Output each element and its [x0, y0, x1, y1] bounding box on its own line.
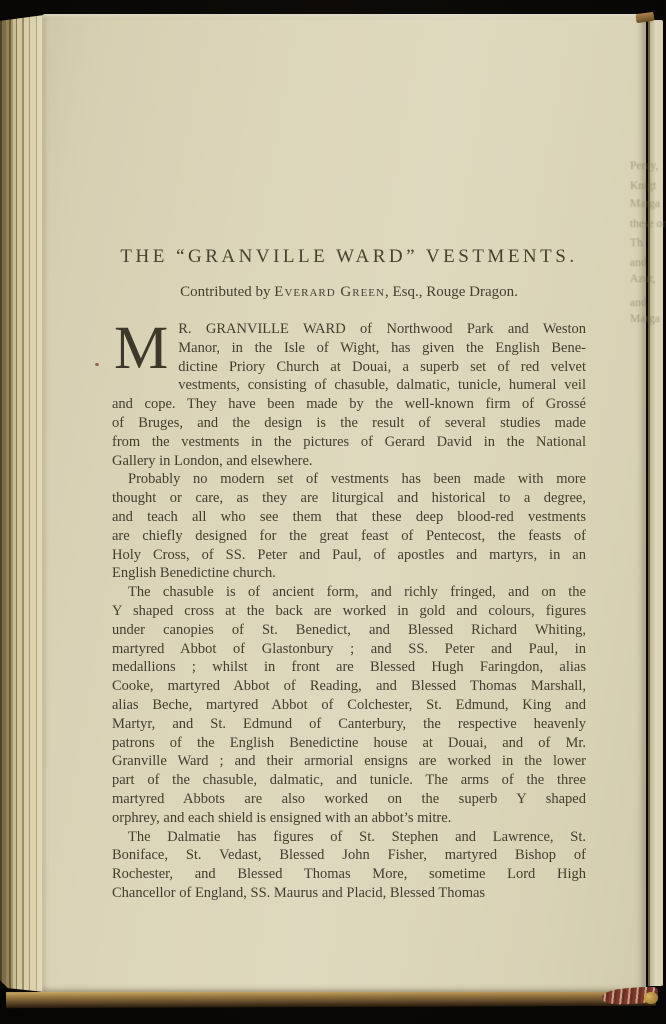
text-line: and cope. They have been made by the well-known firm of Grossé	[112, 396, 586, 413]
text-line: martyred Abbots are also worked on the superb Y shaped	[112, 790, 586, 807]
ghost-text-fragment: Th	[630, 237, 643, 249]
paragraph	[112, 828, 586, 903]
text-line: The Dalmatie has figures of St. Stephen and Lawrence, St.	[128, 828, 586, 845]
next-page-edge	[648, 20, 663, 986]
text-line: vestments, consisting of chasuble, dalmatic, tunicle, humeral veil	[178, 377, 586, 394]
paragraph	[112, 583, 586, 827]
text-line: Holy Cross, of SS. Peter and Paul, of apostles and martyrs, in an	[112, 546, 586, 563]
book-page	[42, 14, 646, 992]
text-line: and teach all who see them that these deep blood-red vestments	[112, 508, 586, 525]
paragraph	[112, 470, 586, 583]
text-line: English Benedictine church.	[112, 565, 276, 582]
page-stack-edges	[0, 15, 44, 992]
byline-suffix: , Esq., Rouge Dragon.	[384, 284, 518, 300]
text-line: Granville Ward ; and their armorial ensigns are worked in the lower	[112, 753, 586, 770]
text-line: The chasuble is of ancient form, and richly fringed, and on the	[128, 584, 586, 601]
text-line: martyred Abbot of Glastonbury ; and SS. Peter and Paul, in	[112, 640, 586, 657]
paragraph	[112, 315, 586, 470]
text-line: Boniface, St. Vedast, Blessed John Fisher, martyred Bishop of	[112, 847, 586, 864]
page-title: THE “GRANVILLE WARD” VESTMENTS.	[120, 246, 578, 267]
ghost-text-fragment: Percy,	[630, 160, 659, 172]
text-line: Y shaped cross at the back are worked in gold and colours, figures	[112, 602, 586, 619]
text-line: Rochester, and Blessed Thomas More, sometime Lord High	[112, 866, 586, 883]
text-line: Probably no modern set of vestments has been made with more	[128, 471, 586, 488]
ghost-text-fragment: Marga	[630, 198, 660, 210]
text-line: thought or care, as they are liturgical and historical to a degree,	[112, 490, 586, 507]
text-line: orphrey, and each shield is ensigned with an abbot’s mitre.	[112, 809, 452, 826]
text-line: of Bruges, and the design is the result of several studies made	[112, 414, 586, 431]
text-line: medallions ; whilst in front are Blessed Hugh Faringdon, alias	[112, 659, 586, 676]
ghost-text-fragment: Azur,	[630, 273, 656, 285]
text-line: Manor, in the Isle of Wight, has given the English Bene-	[178, 339, 586, 356]
text-line: Gallery in London, and elsewhere.	[112, 452, 313, 469]
text-line: part of the chasuble, dalmatic, and tunicle. The arms of the three	[112, 772, 586, 789]
ghost-text-fragment: Knigt	[630, 180, 657, 192]
ghost-text-fragment: these or	[630, 218, 666, 230]
text-line: Chancellor of England, SS. Maurus and Placid, Blessed Thomas	[112, 884, 486, 901]
text-line: dictine Priory Church at Douai, a superb set of red velvet	[178, 358, 586, 375]
text-line: alias Beche, martyred Abbot of Colchester, St. Edmund, King and	[112, 696, 586, 713]
drop-cap: M	[114, 315, 169, 382]
gilt-corner-detail	[644, 992, 658, 1004]
text-line: Martyr, and St. Edmund of Canterbury, the respective heavenly	[112, 715, 586, 732]
body-text	[112, 315, 586, 903]
ghost-text-fragment: and	[630, 257, 647, 269]
byline	[112, 284, 586, 301]
text-line: under canopies of St. Benedict, and Blessed Richard Whiting,	[112, 621, 586, 638]
text-line: patrons of the English Benedictine house at Douai, and of Mr.	[112, 734, 586, 751]
text-line: from the vestments in the pictures of Gerard David in the National	[112, 433, 586, 450]
text-line: are chiefly designed for the great feast of Pentecost, the feasts of	[112, 527, 586, 544]
text-line: R. GRANVILLE WARD of Northwood Park and Weston	[178, 321, 586, 337]
ghost-text-fragment: Marga	[630, 313, 660, 325]
byline-author-name: Everard Green	[274, 284, 385, 300]
foxing-spot	[95, 363, 99, 366]
byline-prefix: Contributed by	[180, 284, 275, 300]
text-line: Cooke, martyred Abbot of Reading, and Blessed Thomas Marshall,	[112, 678, 586, 695]
cover-bottom-edge	[6, 990, 656, 1008]
ghost-text-fragment: and	[630, 297, 647, 309]
